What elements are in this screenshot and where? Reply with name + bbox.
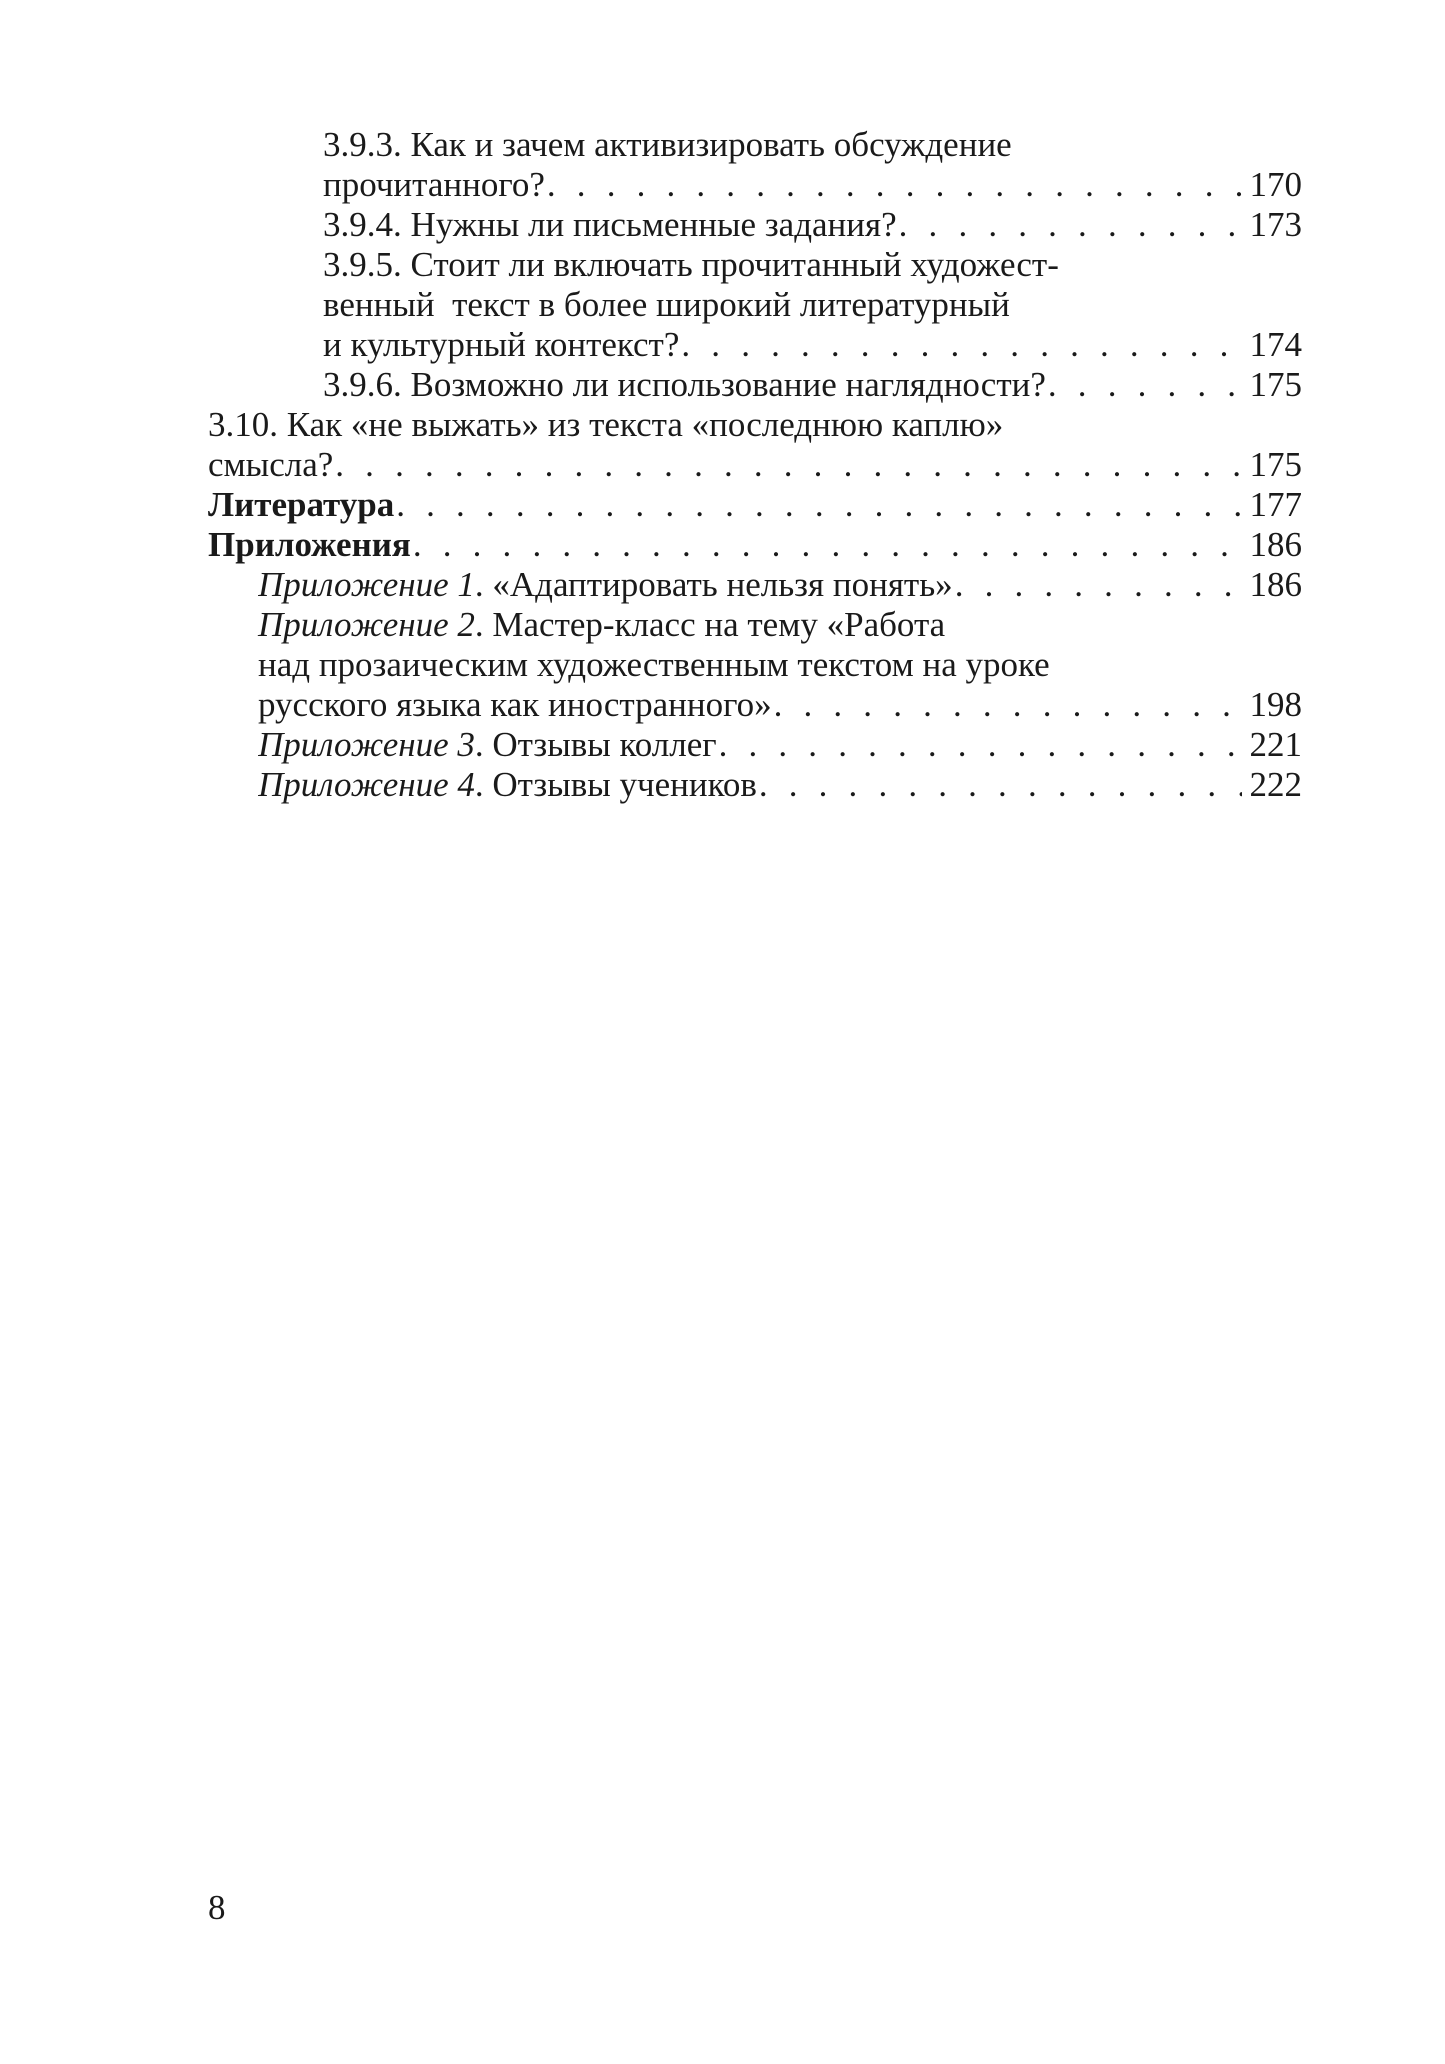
toc-page-number: 175 xyxy=(1249,445,1302,484)
toc-page-number: 221 xyxy=(1249,725,1302,764)
dot-leader xyxy=(897,205,1242,245)
toc-entry-title: 3.10. Как «не выжать» из текста «последнюю каплю» xyxy=(208,405,1004,444)
appendix-title: . Отзывы коллег xyxy=(474,725,717,764)
appendix-title: русского языка как иностранного» xyxy=(258,685,772,724)
toc-entry-3-9-4 xyxy=(323,205,1302,245)
appendix-title: . Мастер-класс на тему «Работа xyxy=(474,605,946,644)
toc-entry-title: 3.9.3. Как и зачем активизировать обсуждение xyxy=(323,125,1012,164)
toc-page-number: 186 xyxy=(1249,565,1302,604)
page-number: 8 xyxy=(208,1888,226,1927)
toc-page-number: 198 xyxy=(1249,685,1302,724)
toc-entry-3-10-line1 xyxy=(208,405,1302,445)
toc-entry-title: и культурный контекст? xyxy=(323,325,680,364)
toc-entry-appendices xyxy=(208,525,1302,565)
toc-entry-title: Литература xyxy=(208,485,395,524)
toc-entry-title: 3.9.4. Нужны ли письменные задания? xyxy=(323,205,897,244)
toc-page-number: 170 xyxy=(1249,165,1302,204)
dot-leader xyxy=(1046,365,1242,405)
dot-leader xyxy=(333,445,1241,485)
toc-entry-appendix-4 xyxy=(258,765,1302,805)
toc-page-number: 222 xyxy=(1249,765,1302,804)
appendix-title: . Отзывы учеников xyxy=(474,765,757,804)
toc-entry-title xyxy=(258,765,757,805)
toc-entry-3-9-3-line2 xyxy=(323,165,1302,205)
appendix-title: над прозаическим художественным текстом на уроке xyxy=(258,645,1050,684)
toc-entry-appendix-2-line3 xyxy=(258,685,1302,725)
toc-entry-title: Приложения xyxy=(208,525,411,564)
toc-page-number: 186 xyxy=(1249,525,1302,564)
toc-entry-title: прочитанного? xyxy=(323,165,545,204)
toc-entry-3-9-5-line2 xyxy=(323,285,1302,325)
toc-entry-appendix-2-line1 xyxy=(258,605,1302,645)
toc-entry-3-9-5-line1 xyxy=(323,245,1302,285)
toc-page-number: 173 xyxy=(1249,205,1302,244)
dot-leader xyxy=(545,165,1242,205)
toc-entry-title: смысла? xyxy=(208,445,334,484)
toc-entry-title xyxy=(258,725,717,765)
toc-entry-title: 3.9.5. Стоит ли включать прочитанный художест- xyxy=(323,245,1059,284)
dot-leader xyxy=(953,565,1242,605)
dot-leader xyxy=(757,765,1242,805)
toc-entry-3-10-line2 xyxy=(208,445,1302,485)
appendix-label: Приложение 2 xyxy=(258,605,475,644)
toc-entry-title: венный текст в более широкий литературный xyxy=(323,285,1010,324)
toc-page-number: 177 xyxy=(1249,485,1302,524)
appendix-label: Приложение 3 xyxy=(258,725,475,764)
toc-entry-literature xyxy=(208,485,1302,525)
dot-leader xyxy=(772,685,1242,725)
toc-entry-appendix-3 xyxy=(258,725,1302,765)
appendix-label: Приложение 1 xyxy=(258,565,475,604)
toc-entry-3-9-5-line3 xyxy=(323,325,1302,365)
appendix-title: . «Адаптировать нельзя понять» xyxy=(474,565,953,604)
toc-entry-appendix-2-line2 xyxy=(258,645,1302,685)
appendix-label: Приложение 4 xyxy=(258,765,475,804)
toc-page-number: 174 xyxy=(1249,325,1302,364)
dot-leader xyxy=(679,325,1241,365)
dot-leader xyxy=(411,525,1242,565)
toc-entry-3-9-6 xyxy=(323,365,1302,405)
toc-page-number: 175 xyxy=(1249,365,1302,404)
toc-entry-appendix-1 xyxy=(258,565,1302,605)
dot-leader xyxy=(394,485,1241,525)
dot-leader xyxy=(717,725,1242,765)
toc-entry-title: 3.9.6. Возможно ли использование наглядности? xyxy=(323,365,1046,404)
table-of-contents xyxy=(208,125,1302,805)
toc-entry-title xyxy=(258,565,953,605)
toc-entry-3-9-3-line1 xyxy=(323,125,1302,165)
